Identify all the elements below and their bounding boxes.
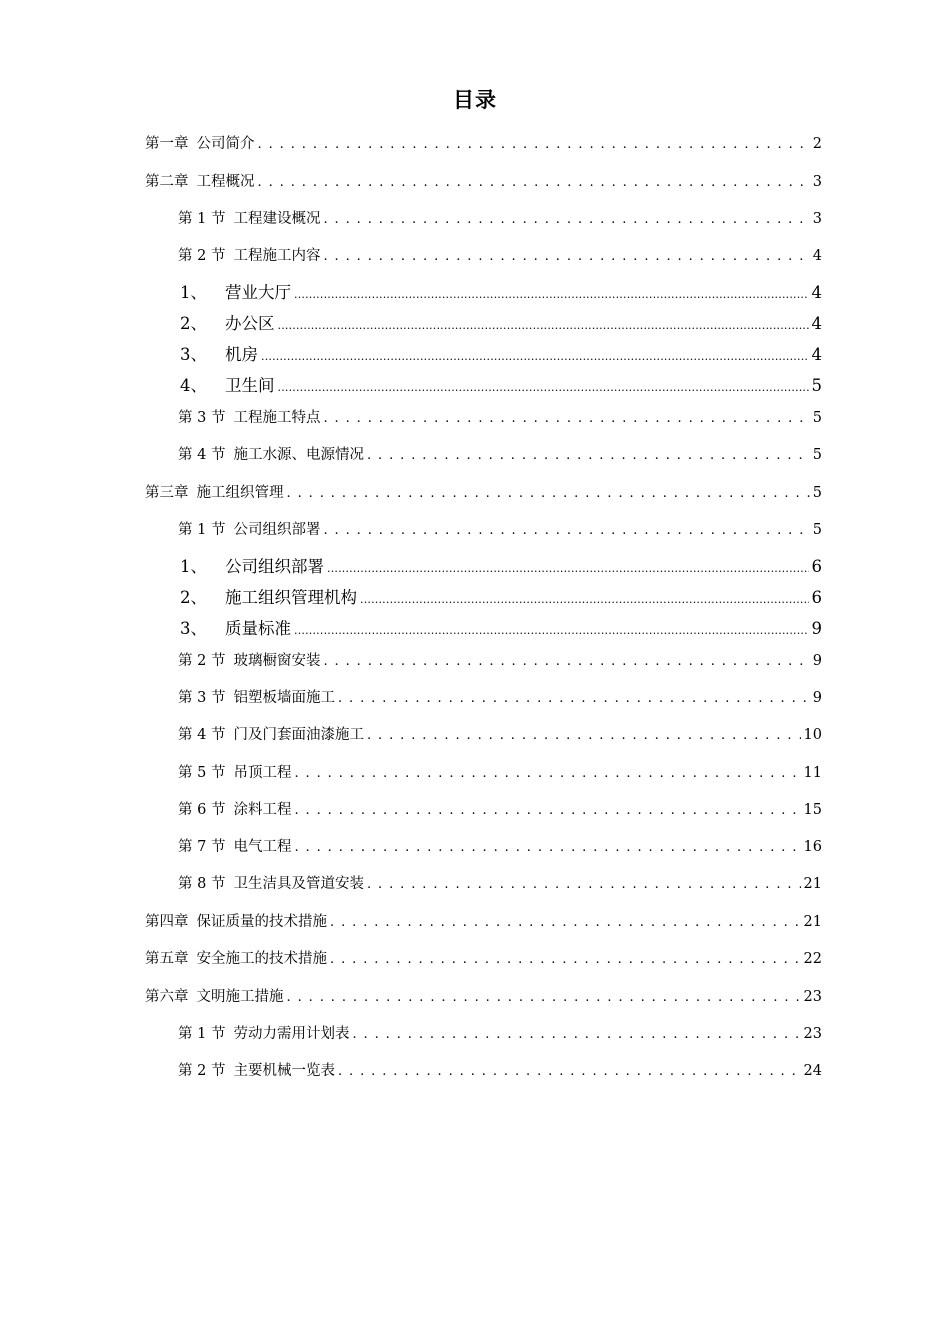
toc-page-number: 21 bbox=[803, 914, 822, 930]
toc-entry[interactable] bbox=[145, 481, 822, 505]
toc-entry-number: 第二章 bbox=[145, 174, 189, 190]
toc-dot-leader bbox=[338, 1063, 801, 1079]
toc-dot-leader bbox=[294, 765, 800, 781]
toc-page-number: 16 bbox=[803, 839, 822, 855]
toc-entry-text: 质量标准 bbox=[225, 619, 291, 638]
toc-entry-text: 卫生间 bbox=[225, 376, 275, 395]
toc-dot-leader bbox=[258, 174, 810, 190]
toc-page-number: 23 bbox=[803, 1026, 822, 1042]
toc-entry[interactable] bbox=[180, 615, 822, 639]
toc-entry-number: 4、 bbox=[180, 376, 207, 395]
toc-entry-text: 工程施工特点 bbox=[233, 410, 321, 426]
toc-entry[interactable] bbox=[180, 310, 822, 334]
toc-entry-text: 铝塑板墙面施工 bbox=[233, 690, 335, 706]
toc-page-number: 22 bbox=[803, 951, 822, 967]
toc-page-number: 11 bbox=[803, 765, 822, 781]
toc-entry[interactable] bbox=[178, 798, 822, 822]
toc-page-number: 5 bbox=[812, 522, 822, 538]
toc-entry-text: 营业大厅 bbox=[225, 283, 291, 302]
toc-entry-number: 第 8 节 bbox=[178, 876, 226, 892]
toc-entry-text: 玻璃橱窗安装 bbox=[233, 653, 321, 669]
toc-entry-number: 第一章 bbox=[145, 136, 189, 152]
toc-page-number: 9 bbox=[812, 653, 822, 669]
toc-page-number: 23 bbox=[803, 989, 822, 1005]
toc-entry-text: 施工水源、电源情况 bbox=[233, 447, 364, 463]
toc-entry-text: 保证质量的技术措施 bbox=[196, 914, 327, 930]
toc-page-number: 5 bbox=[812, 410, 822, 426]
toc-entry-label bbox=[180, 553, 324, 577]
toc-entry[interactable] bbox=[145, 132, 822, 156]
toc-entry-number: 第 2 节 bbox=[178, 248, 226, 264]
toc-entry-number: 2、 bbox=[180, 314, 207, 333]
toc-dot-leader bbox=[323, 653, 809, 669]
toc-dot-leader bbox=[323, 248, 809, 264]
toc-entry-label bbox=[180, 310, 275, 334]
toc-entry-number: 1、 bbox=[180, 557, 207, 576]
toc-entry-text: 办公区 bbox=[225, 314, 275, 333]
toc-entry[interactable] bbox=[178, 835, 822, 859]
toc-entry-number: 第 4 节 bbox=[178, 727, 226, 743]
toc-entry-text: 电气工程 bbox=[233, 839, 292, 855]
toc-dot-leader bbox=[330, 951, 801, 967]
toc-entry-label bbox=[145, 947, 327, 968]
toc-entry-label bbox=[178, 686, 335, 707]
toc-page-number: 9 bbox=[812, 690, 822, 706]
toc-entry[interactable] bbox=[178, 872, 822, 896]
toc-entry-number: 第 6 节 bbox=[178, 802, 226, 818]
toc-entry-label bbox=[178, 1059, 335, 1080]
toc-page-number: 4 bbox=[811, 314, 822, 333]
toc-page-number: 4 bbox=[811, 283, 822, 302]
toc-entry-text: 公司组织部署 bbox=[225, 557, 324, 576]
toc-dot-leader bbox=[294, 839, 800, 855]
toc-dot-leader bbox=[323, 410, 809, 426]
toc-entry-number: 第 3 节 bbox=[178, 690, 226, 706]
toc-page-number: 3 bbox=[812, 211, 822, 227]
toc-dot-leader bbox=[352, 1026, 800, 1042]
toc-entry[interactable] bbox=[180, 279, 822, 303]
toc-entry-label bbox=[178, 443, 364, 464]
toc-dot-leader bbox=[367, 876, 801, 892]
toc-entry[interactable] bbox=[145, 947, 822, 971]
toc-entry-number: 第四章 bbox=[145, 914, 189, 930]
toc-entry[interactable] bbox=[178, 406, 822, 430]
toc-entry-number: 第 2 节 bbox=[178, 653, 226, 669]
toc-page-number: 6 bbox=[811, 588, 822, 607]
toc-entry-label bbox=[145, 910, 327, 931]
toc-entry-text: 施工组织管理机构 bbox=[225, 588, 357, 607]
toc-entry-label bbox=[178, 649, 320, 670]
toc-entry[interactable] bbox=[178, 1022, 822, 1046]
toc-dot-leader bbox=[278, 314, 809, 333]
toc-entry-number: 第 4 节 bbox=[178, 447, 226, 463]
toc-entry-label bbox=[178, 872, 364, 893]
toc-entry[interactable] bbox=[178, 443, 822, 467]
toc-entry-label bbox=[178, 207, 320, 228]
toc-entry-number: 第 2 节 bbox=[178, 1063, 226, 1079]
toc-page-number: 5 bbox=[812, 485, 822, 501]
toc-entry-text: 机房 bbox=[225, 345, 258, 364]
toc-dot-leader bbox=[294, 619, 809, 638]
toc-page-number: 10 bbox=[803, 727, 822, 743]
toc-page-number: 6 bbox=[811, 557, 822, 576]
toc-entry-number: 第 1 节 bbox=[178, 522, 226, 538]
toc-page-number: 15 bbox=[803, 802, 822, 818]
toc-entry-number: 1、 bbox=[180, 283, 207, 302]
toc-page-number: 3 bbox=[812, 174, 822, 190]
toc-entry-number: 2、 bbox=[180, 588, 207, 607]
toc-dot-leader bbox=[338, 690, 810, 706]
toc-entry-label bbox=[180, 341, 258, 365]
toc-entry[interactable] bbox=[178, 686, 822, 710]
toc-page-number: 21 bbox=[803, 876, 822, 892]
toc-dot-leader bbox=[278, 376, 809, 395]
toc-entry-label bbox=[178, 406, 320, 427]
toc-entry-number: 第六章 bbox=[145, 989, 189, 1005]
toc-entry-label bbox=[178, 723, 364, 744]
toc-entry-label bbox=[178, 1022, 349, 1043]
toc-entry[interactable] bbox=[178, 518, 822, 542]
toc-dot-leader bbox=[287, 485, 810, 501]
toc-dot-leader bbox=[287, 989, 801, 1005]
toc-entry-text: 主要机械一览表 bbox=[233, 1063, 335, 1079]
toc-entry-label bbox=[180, 279, 291, 303]
toc-dot-leader bbox=[294, 283, 809, 302]
toc-entry-label bbox=[180, 372, 275, 396]
toc-entry-text: 劳动力需用计划表 bbox=[233, 1026, 350, 1042]
toc-entry[interactable] bbox=[178, 207, 822, 231]
toc-dot-leader bbox=[323, 211, 809, 227]
toc-entry-text: 工程概况 bbox=[196, 174, 255, 190]
toc-entry-label bbox=[178, 244, 320, 265]
toc-entry-text: 涂料工程 bbox=[233, 802, 292, 818]
toc-entry-text: 公司简介 bbox=[196, 136, 255, 152]
toc-entry[interactable] bbox=[180, 372, 822, 396]
toc-entry-text: 文明施工措施 bbox=[196, 989, 284, 1005]
toc-entry-text: 公司组织部署 bbox=[233, 522, 321, 538]
toc-page-number: 4 bbox=[812, 248, 822, 264]
toc-entry[interactable] bbox=[180, 584, 822, 608]
toc-entry-number: 第 1 节 bbox=[178, 1026, 226, 1042]
toc-entry-text: 安全施工的技术措施 bbox=[196, 951, 327, 967]
toc-page-number: 5 bbox=[811, 376, 822, 395]
toc-entry[interactable] bbox=[178, 1059, 822, 1083]
toc-entry-label bbox=[180, 584, 357, 608]
toc-dot-leader bbox=[323, 522, 809, 538]
toc-entry-text: 吊顶工程 bbox=[233, 765, 292, 781]
toc-entry-label bbox=[145, 985, 284, 1006]
toc-entry-label bbox=[178, 518, 320, 539]
toc-entry-number: 3、 bbox=[180, 345, 207, 364]
toc-entry-label bbox=[145, 170, 255, 191]
toc-entry-label bbox=[145, 132, 255, 153]
toc-entry[interactable] bbox=[180, 553, 822, 577]
toc-entry-number: 第 5 节 bbox=[178, 765, 226, 781]
toc-title: 目录 bbox=[453, 87, 497, 112]
toc-page-number: 4 bbox=[811, 345, 822, 364]
toc-entry[interactable] bbox=[178, 244, 822, 268]
toc-dot-leader bbox=[367, 447, 810, 463]
toc-entry-text: 卫生洁具及管道安装 bbox=[233, 876, 364, 892]
toc-dot-leader bbox=[294, 802, 800, 818]
toc-page-number: 5 bbox=[812, 447, 822, 463]
toc-entry-number: 第 3 节 bbox=[178, 410, 226, 426]
toc-dot-leader bbox=[360, 588, 809, 607]
toc-dot-leader bbox=[330, 914, 801, 930]
toc-dot-leader bbox=[261, 345, 809, 364]
toc-entry-number: 3、 bbox=[180, 619, 207, 638]
toc-entry-label bbox=[180, 615, 291, 639]
toc-dot-leader bbox=[327, 557, 809, 576]
toc-entry-text: 施工组织管理 bbox=[196, 485, 284, 501]
toc-page-number: 24 bbox=[803, 1063, 822, 1079]
toc-entry-label bbox=[178, 835, 291, 856]
toc-entry-number: 第 1 节 bbox=[178, 211, 226, 227]
toc-entry[interactable] bbox=[178, 723, 822, 747]
toc-entry-number: 第 7 节 bbox=[178, 839, 226, 855]
toc-entry[interactable] bbox=[145, 170, 822, 194]
toc-entry-text: 门及门套面油漆施工 bbox=[233, 727, 364, 743]
toc-entry-label bbox=[178, 761, 291, 782]
toc-entry-number: 第三章 bbox=[145, 485, 189, 501]
toc-entry[interactable] bbox=[180, 341, 822, 365]
toc-page-number: 9 bbox=[811, 619, 822, 638]
toc-entry[interactable] bbox=[145, 985, 822, 1009]
toc-page-number: 2 bbox=[812, 136, 822, 152]
toc-entry[interactable] bbox=[178, 649, 822, 673]
toc-entry-text: 工程建设概况 bbox=[233, 211, 321, 227]
toc-entry-number: 第五章 bbox=[145, 951, 189, 967]
toc-entry-label bbox=[145, 481, 284, 502]
toc-entry-label bbox=[178, 798, 291, 819]
toc-entry[interactable] bbox=[145, 910, 822, 934]
toc-entry-text: 工程施工内容 bbox=[233, 248, 321, 264]
toc-dot-leader bbox=[258, 136, 810, 152]
toc-dot-leader bbox=[367, 727, 801, 743]
toc-entry[interactable] bbox=[178, 761, 822, 785]
